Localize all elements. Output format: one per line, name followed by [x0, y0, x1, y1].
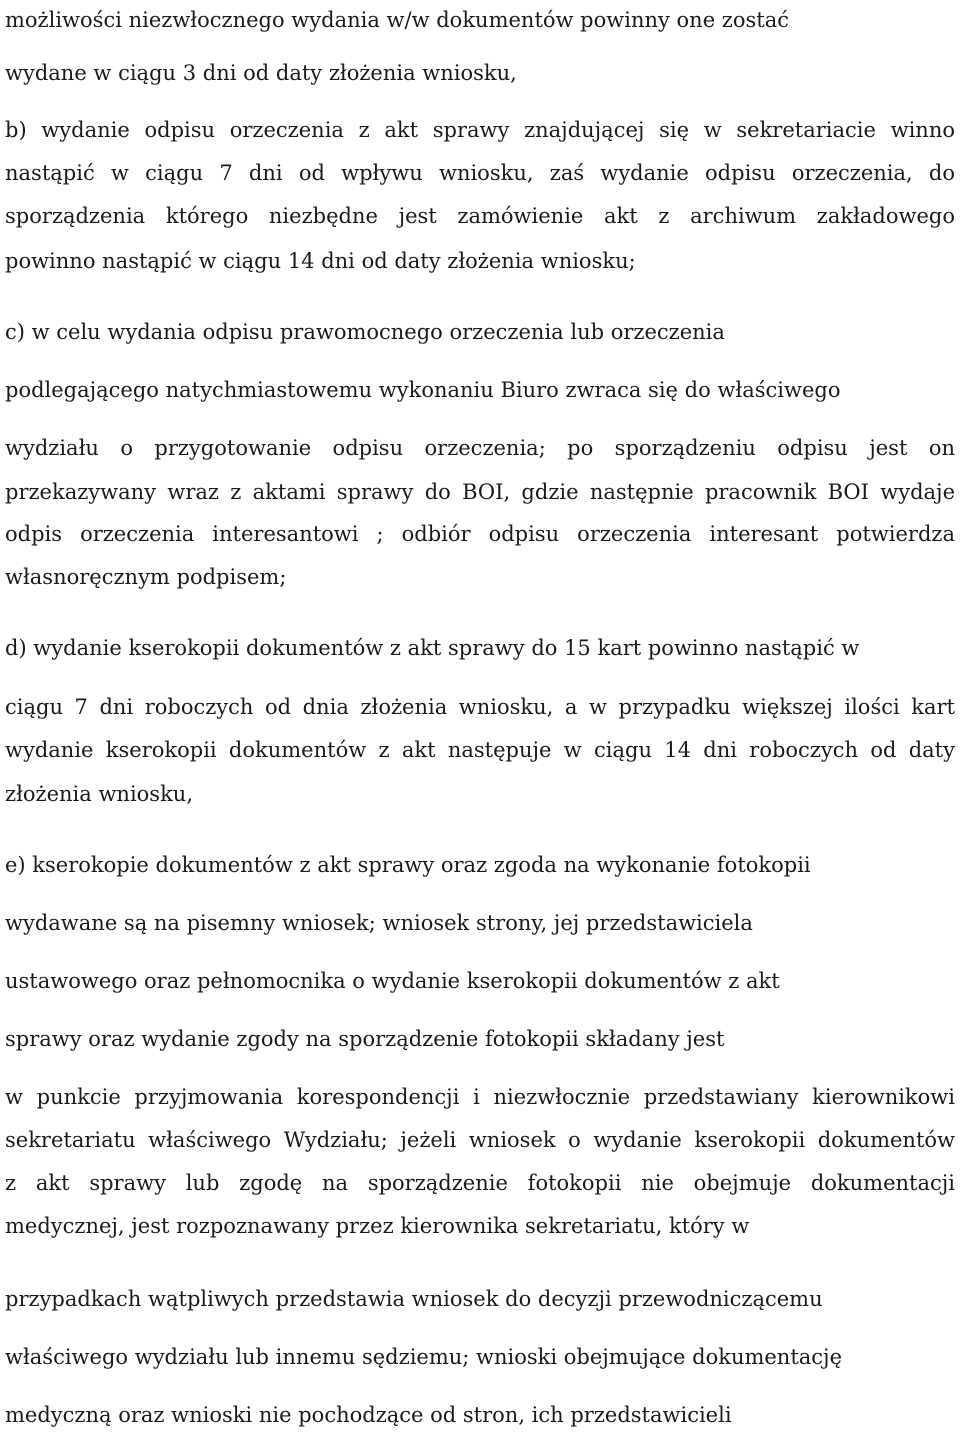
text-line: wydanie kserokopii dokumentów z akt następuje w ciągu 14 dni roboczych od daty [5, 738, 955, 762]
text-line: podlegającego natychmiastowemu wykonaniu Biuro zwraca się do właściwego [5, 378, 841, 402]
text-line: wydziału o przygotowanie odpisu orzeczenia; po sporządzeniu odpisu jest on [5, 436, 955, 460]
text-line: ustawowego oraz pełnomocnika o wydanie kserokopii dokumentów z akt [5, 969, 780, 993]
text-line: sprawy oraz wydanie zgody na sporządzenie fotokopii składany jest [5, 1027, 725, 1051]
text-line: przypadkach wątpliwych przedstawia wniosek do decyzji przewodniczącemu [5, 1287, 823, 1311]
text-line: właściwego wydziału lub innemu sędziemu; wnioski obejmujące dokumentację [5, 1345, 842, 1369]
text-line: sporządzenia którego niezbędne jest zamówienie akt z archiwum zakładowego [5, 204, 955, 228]
text-line: przekazywany wraz z aktami sprawy do BOI, gdzie następnie pracownik BOI wydaje [5, 480, 955, 504]
text-line: sekretariatu właściwego Wydziału; jeżeli wniosek o wydanie kserokopii dokumentów [5, 1128, 955, 1152]
text-line: medycznej, jest rozpoznawany przez kierownika sekretariatu, który w [5, 1214, 750, 1238]
text-line: wydawane są na pisemny wniosek; wniosek strony, jej przedstawiciela [5, 911, 753, 935]
text-line: b) wydanie odpisu orzeczenia z akt sprawy znajdującej się w sekretariacie winno [5, 118, 955, 142]
text-line: własnoręcznym podpisem; [5, 565, 287, 589]
text-line: e) kserokopie dokumentów z akt sprawy oraz zgoda na wykonanie fotokopii [5, 853, 811, 877]
text-line: możliwości niezwłocznego wydania w/w dokumentów powinny one zostać [5, 8, 790, 32]
text-line: d) wydanie kserokopii dokumentów z akt sprawy do 15 kart powinno nastąpić w [5, 636, 860, 660]
text-line: w punkcie przyjmowania korespondencji i niezwłocznie przedstawiany kierownikowi [5, 1085, 955, 1109]
text-line: z akt sprawy lub zgodę na sporządzenie fotokopii nie obejmuje dokumentacji [5, 1171, 955, 1195]
text-line: c) w celu wydania odpisu prawomocnego orzeczenia lub orzeczenia [5, 320, 725, 344]
text-line: medyczną oraz wnioski nie pochodzące od stron, ich przedstawicieli [5, 1403, 732, 1427]
text-line: ciągu 7 dni roboczych od dnia złożenia wniosku, a w przypadku większej ilości kart [5, 695, 955, 719]
text-line: nastąpić w ciągu 7 dni od wpływu wniosku, zaś wydanie odpisu orzeczenia, do [5, 161, 955, 185]
text-line: wydane w ciągu 3 dni od daty złożenia wniosku, [5, 61, 517, 85]
text-line: powinno nastąpić w ciągu 14 dni od daty złożenia wniosku; [5, 249, 636, 273]
text-line: złożenia wniosku, [5, 782, 194, 806]
text-line: odpis orzeczenia interesantowi ; odbiór odpisu orzeczenia interesant potwierdza [5, 522, 955, 546]
